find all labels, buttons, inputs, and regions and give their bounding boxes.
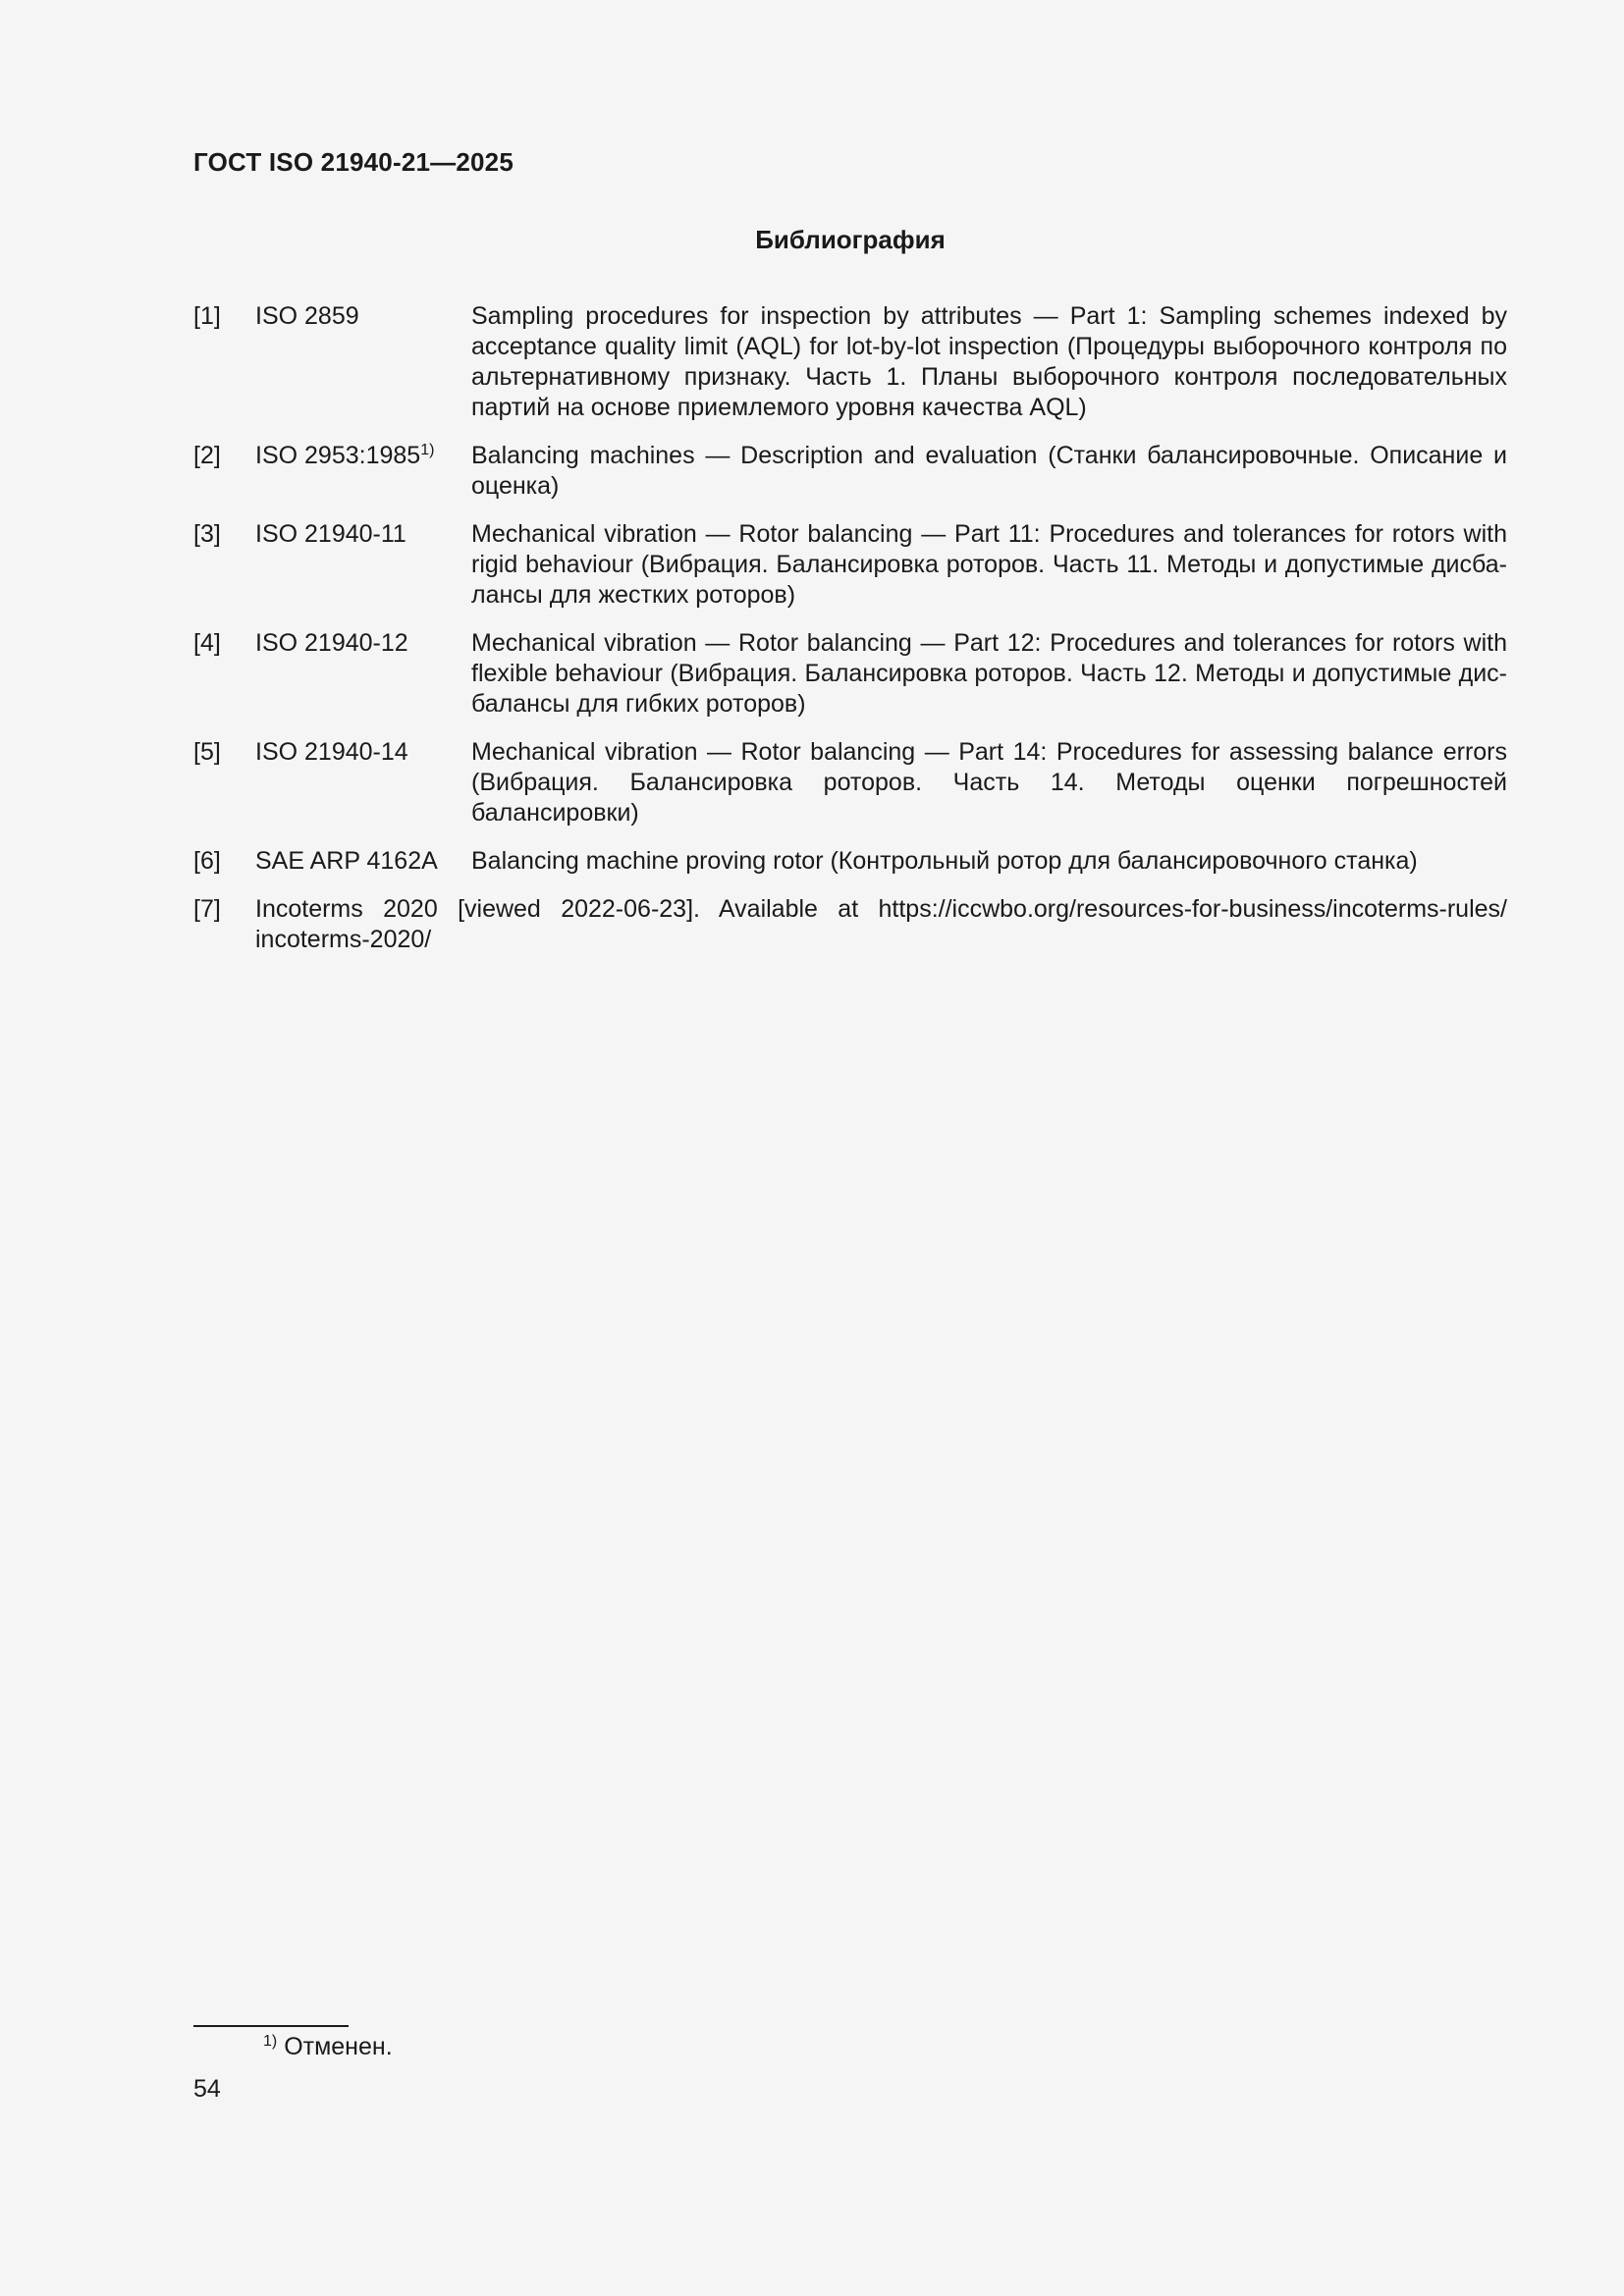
entry-number: [6]: [193, 847, 221, 875]
bibliography-entry: [193, 301, 1507, 423]
entry-title: Balancing machines — Description and evaluation (Станки балансировочные. Описание и оценка): [471, 442, 1507, 500]
footnote-reference-mark[interactable]: 1): [420, 442, 435, 458]
footnote-separator: [193, 2025, 349, 2027]
bibliography-entry-web: [193, 894, 1507, 955]
entry-title: Balancing machine proving rotor (Контрольный ротор для балансировочного станка): [471, 847, 1418, 875]
entry-reference-code: ISO 21940-11: [255, 520, 406, 548]
entry-number: [2]: [193, 442, 221, 469]
entry-reference-code: ISO 21940-14: [255, 738, 408, 766]
bibliography-list: [193, 301, 1507, 973]
bibliography-entry: [193, 846, 1507, 877]
entry-number: [1]: [193, 302, 221, 330]
page-number: 54: [193, 2075, 221, 2103]
entry-reference-code: ISO 2953:1985: [255, 442, 421, 469]
bibliography-entry: [193, 519, 1507, 611]
document-code-header: ГОСТ ISO 21940-21—2025: [193, 147, 514, 177]
entry-reference: [255, 846, 471, 877]
entry-reference: [255, 441, 471, 502]
bibliography-entry: [193, 737, 1507, 828]
entry-text-line-1[interactable]: Incoterms 2020 [viewed 2022-06-23]. Available at https://iccwbo.org/resources-for-business/incoterms-rules/: [255, 895, 1507, 923]
entry-title: Sampling procedures for inspection by attributes — Part 1: Sampling schemes indexed by acceptance quality limit (AQL) for lot-by-lot inspection (Процедуры выборочного контроля по альтернативному признаку. Часть 1. Планы выборочного контроля последовательных партий на основе приемлемого уровня качества AQL): [471, 302, 1507, 421]
entry-number: [4]: [193, 629, 221, 657]
footnote: [263, 2032, 393, 2062]
entry-reference: [255, 301, 471, 423]
footnote-mark: 1): [263, 2033, 278, 2050]
footnote-text: Отменен.: [284, 2033, 393, 2060]
bibliography-heading: Библиография: [755, 225, 946, 254]
entry-reference-code: ISO 2859: [255, 302, 359, 330]
entry-title: Mechanical vibration — Rotor balancing — Part 11: Procedures and tolerances for rotors with rigid behaviour (Вибрация. Балансировка роторов. Часть 11. Методы и допустимые дисбалансы для жестких роторов): [471, 520, 1507, 609]
entry-title: Mechanical vibration — Rotor balancing — Part 12: Procedures and tolerances for rotors with flexible behaviour (Вибрация. Балансировка роторов. Часть 12. Методы и допустимые дисбалансы для гибких роторов): [471, 629, 1507, 718]
entry-reference-code: ISO 21940-12: [255, 629, 408, 657]
entry-text-line-2[interactable]: incoterms-2020/: [255, 926, 432, 953]
entry-number: [3]: [193, 520, 221, 548]
entry-number: [5]: [193, 738, 221, 766]
entry-number: [7]: [193, 895, 221, 923]
entry-title: Mechanical vibration — Rotor balancing — Part 14: Procedures for assessing balance errors (Вибрация. Балансировка роторов. Часть 14. Методы оценки погрешностей балансировки): [471, 738, 1507, 827]
entry-reference: [255, 519, 471, 611]
entry-full-text: [255, 894, 1507, 955]
bibliography-entry: [193, 441, 1507, 502]
entry-reference: [255, 737, 471, 828]
entry-reference: [255, 628, 471, 720]
bibliography-entry: [193, 628, 1507, 720]
entry-reference-code: SAE ARP 4162A: [255, 847, 438, 875]
